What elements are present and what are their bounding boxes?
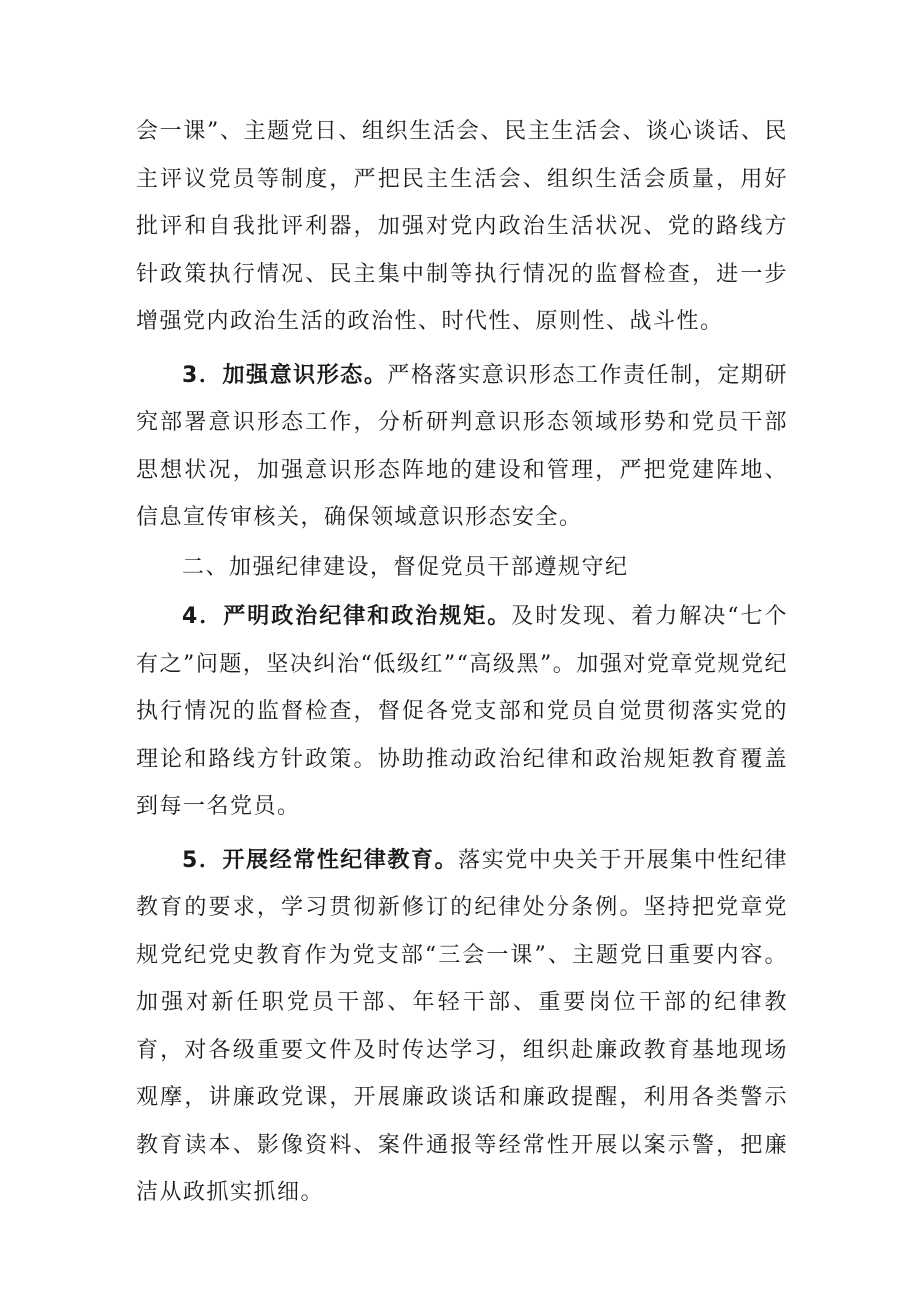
item-heading: 5．开展经常性纪律教育。 xyxy=(182,847,459,873)
section-heading: 二、加强纪律建设，督促党员干部遵规守纪 xyxy=(182,554,629,580)
paragraph-item-5 xyxy=(136,837,788,1217)
item-heading: 4．严明政治纪律和政治规矩。 xyxy=(182,604,512,629)
document-page xyxy=(136,108,788,1217)
paragraph-body: 严格落实意识形态工作责任制，定期研究部署意识形态工作，分析研判意识形态领域形势和党员干部思想状况，加强意识形态阵地的建设和管理，严把党建阵地、信息宣传审核关，确保领域意识形态安全。 xyxy=(136,362,788,530)
item-heading: 3．加强意识形态。 xyxy=(182,362,388,388)
paragraph-body: 会一课”、主题党日、组织生活会、民主生活会、谈心谈话、民主评议党员等制度，严把民主生活会、组织生活会质量，用好批评和自我批评利器，加强对党内政治生活状况、党的路线方针政策执行情况、民主集中制等执行情况的监督检查，进一步增强党内政治生活的政治性、时代性、原则性、战斗性。 xyxy=(136,119,788,334)
paragraph-body: 及时发现、着力解决“七个有之”问题，坚决纠治“低级红”“高级黑”。加强对党章党规党纪执行情况的监督检查，督促各党支部和党员自觉贯彻落实党的理论和路线方针政策。协助推动政治纪律和政治规矩教育覆盖到每一名党员。 xyxy=(136,604,789,819)
paragraph-continued xyxy=(136,108,788,346)
paragraph-item-4 xyxy=(136,593,788,831)
paragraph-body: 落实党中央关于开展集中性纪律教育的要求，学习贯彻新修订的纪律处分条例。坚持把党章党规党纪党史教育作为党支部“三会一课”、主题党日重要内容。加强对新任职党员干部、年轻干部、重要岗位干部的纪律教育，对各级重要文件及时传达学习，组织赴廉政教育基地现场观摩，讲廉政党课，开展廉政谈话和廉政提醒，利用各类警示教育读本、影像资料、案件通报等经常性开展以案示警，把廉洁从政抓实抓细。 xyxy=(136,847,788,1205)
paragraph-item-3 xyxy=(136,352,788,542)
